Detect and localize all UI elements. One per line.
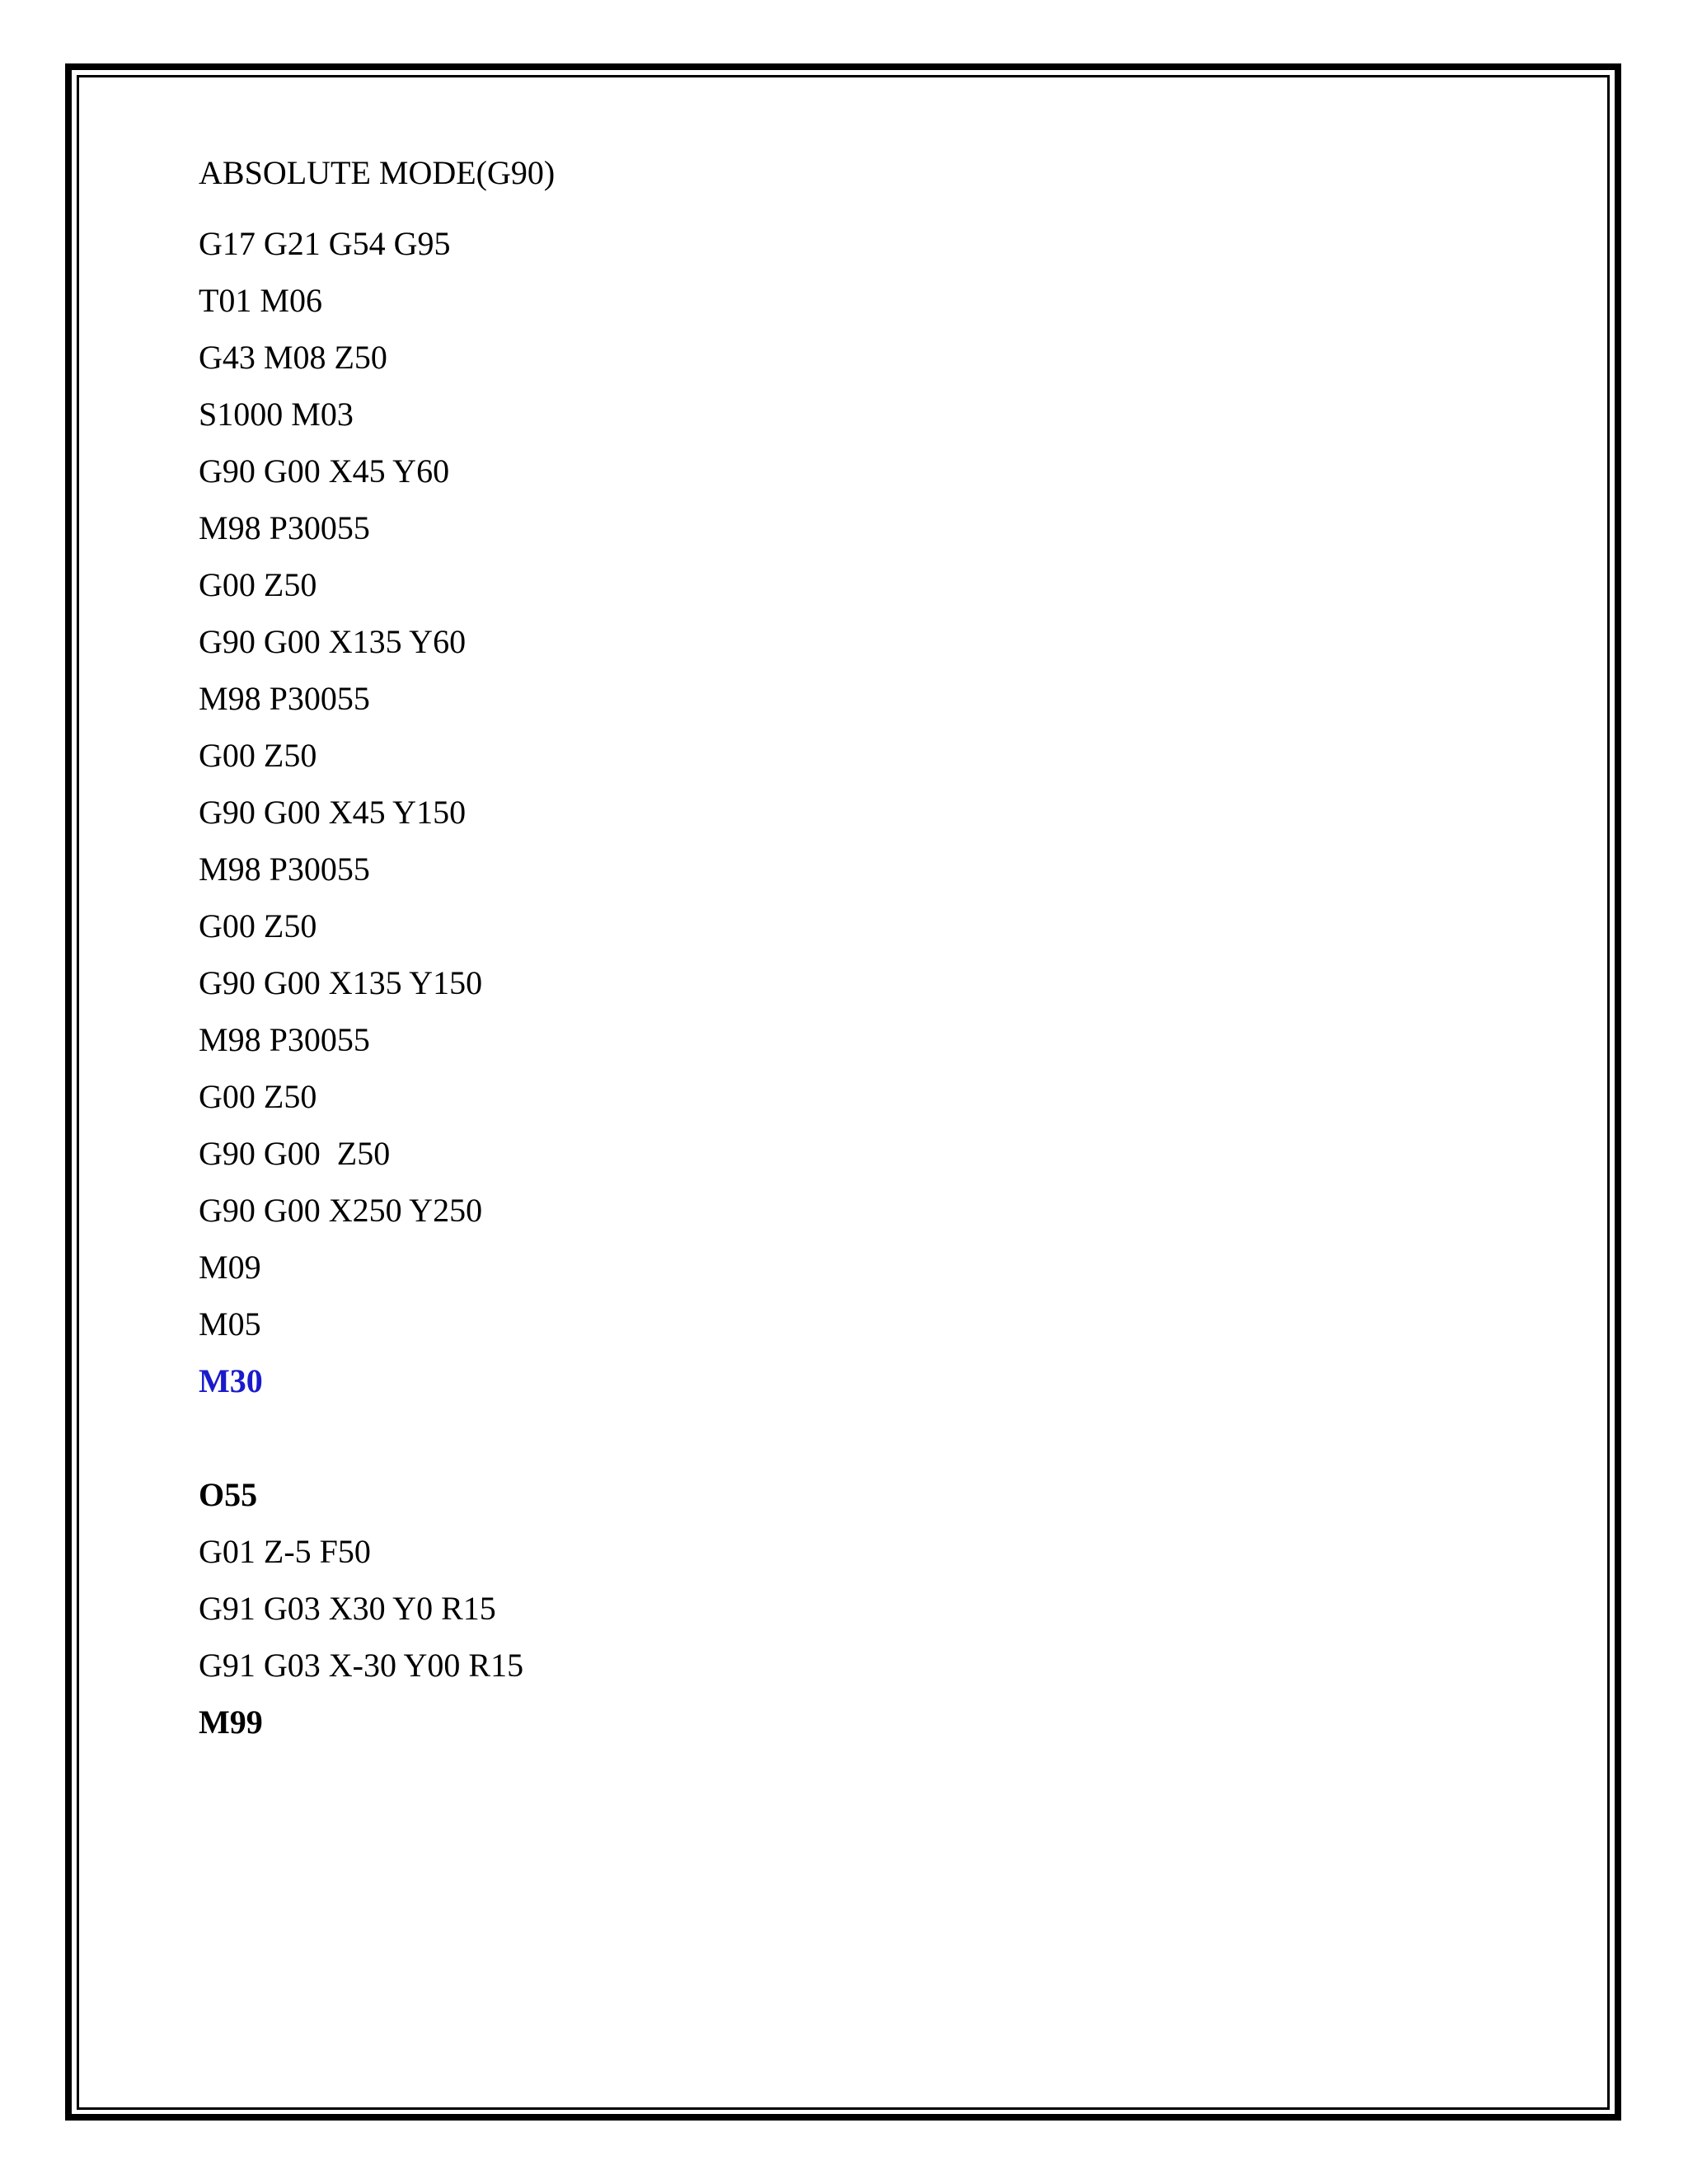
program-end-line: M30 xyxy=(199,1362,263,1399)
code-line: M98 P30055 xyxy=(199,680,370,717)
document-content xyxy=(199,154,1517,1763)
code-line: M05 xyxy=(199,1305,261,1343)
code-line: M98 P30055 xyxy=(199,509,370,546)
document-heading: ABSOLUTE MODE(G90) xyxy=(199,154,556,191)
subprogram-end-line: M99 xyxy=(199,1704,263,1741)
code-line: G00 Z50 xyxy=(199,1078,317,1115)
code-line: G90 G00 X250 Y250 xyxy=(199,1192,483,1229)
code-line: S1000 M03 xyxy=(199,396,354,433)
code-line: G90 G00 X45 Y60 xyxy=(199,452,450,490)
code-line: G90 G00 X135 Y60 xyxy=(199,623,467,660)
code-line: G90 G00 X135 Y150 xyxy=(199,964,483,1001)
code-line: G90 G00 X45 Y150 xyxy=(199,794,467,831)
code-line: M98 P30055 xyxy=(199,851,370,888)
code-line: M98 P30055 xyxy=(199,1021,370,1058)
code-line: G00 Z50 xyxy=(199,566,317,603)
code-line: G91 G03 X-30 Y00 R15 xyxy=(199,1647,524,1684)
code-line: G91 G03 X30 Y0 R15 xyxy=(199,1590,496,1627)
section-spacer xyxy=(199,1422,1517,1479)
code-line: T01 M06 xyxy=(199,282,322,319)
code-line: G43 M08 Z50 xyxy=(199,339,387,376)
code-line: G17 G21 G54 G95 xyxy=(199,225,451,262)
code-line: G00 Z50 xyxy=(199,737,317,774)
code-line: G90 G00 Z50 xyxy=(199,1135,391,1172)
code-line: G00 Z50 xyxy=(199,907,317,944)
code-line: G01 Z-5 F50 xyxy=(199,1533,371,1570)
subprogram-number: O55 xyxy=(199,1476,258,1513)
code-line: M09 xyxy=(199,1249,261,1286)
subprogram xyxy=(199,1476,1517,1741)
main-program xyxy=(199,227,1517,1398)
